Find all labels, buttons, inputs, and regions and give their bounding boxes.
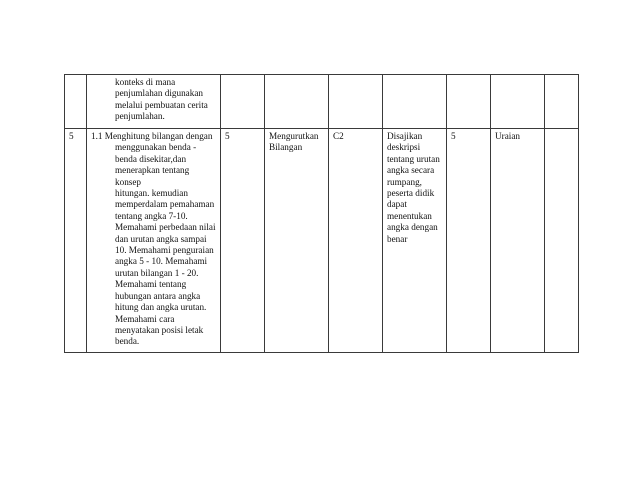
- cell-bentuk-soal: Disajikan deskripsi tentang urutan angka secara rumpang, peserta didik dapat menentukan angka dengan benar: [383, 129, 447, 353]
- cell-nomor-soal: 5: [221, 129, 265, 353]
- cell-indikator: [87, 75, 221, 129]
- cell-bentuk-soal: [383, 75, 447, 129]
- cell-level: [329, 75, 383, 129]
- cell-materi: [265, 75, 329, 129]
- cell-skor: [447, 75, 491, 129]
- cell-level: C2: [329, 129, 383, 353]
- cell-teknik: Uraian: [491, 129, 545, 353]
- table-row: [65, 75, 579, 129]
- cell-nomor-soal: [221, 75, 265, 129]
- cell-no: 5: [65, 129, 87, 353]
- indikator-text: 1.1 Menghitung bilangan dengan menggunakan benda - benda disekitar,dan menerapkan tentang konsep hitungan. kemudian memperdalam pemahaman tentang angka 7-10. Memahami perbedaan nilai dan urutan angka sampai 10. Memahami penguraian angka 5 - 10. Memahami urutan bilangan 1 - 20. Memahami tentang hubungan antara angka hitung dan angka urutan. Memahami cara menyatakan posisi letak benda.: [91, 131, 216, 347]
- cell-teknik: [491, 75, 545, 129]
- cell-indikator: [87, 129, 221, 353]
- indikator-text: konteks di mana penjumlahan digunakan melalui pembuatan cerita penjumlahan.: [115, 77, 208, 122]
- cell-keterangan: [545, 75, 579, 129]
- assessment-grid-table: [64, 74, 579, 353]
- table-row: [65, 129, 579, 353]
- cell-no: [65, 75, 87, 129]
- cell-materi: Mengurutkan Bilangan: [265, 129, 329, 353]
- cell-skor: 5: [447, 129, 491, 353]
- cell-keterangan: [545, 129, 579, 353]
